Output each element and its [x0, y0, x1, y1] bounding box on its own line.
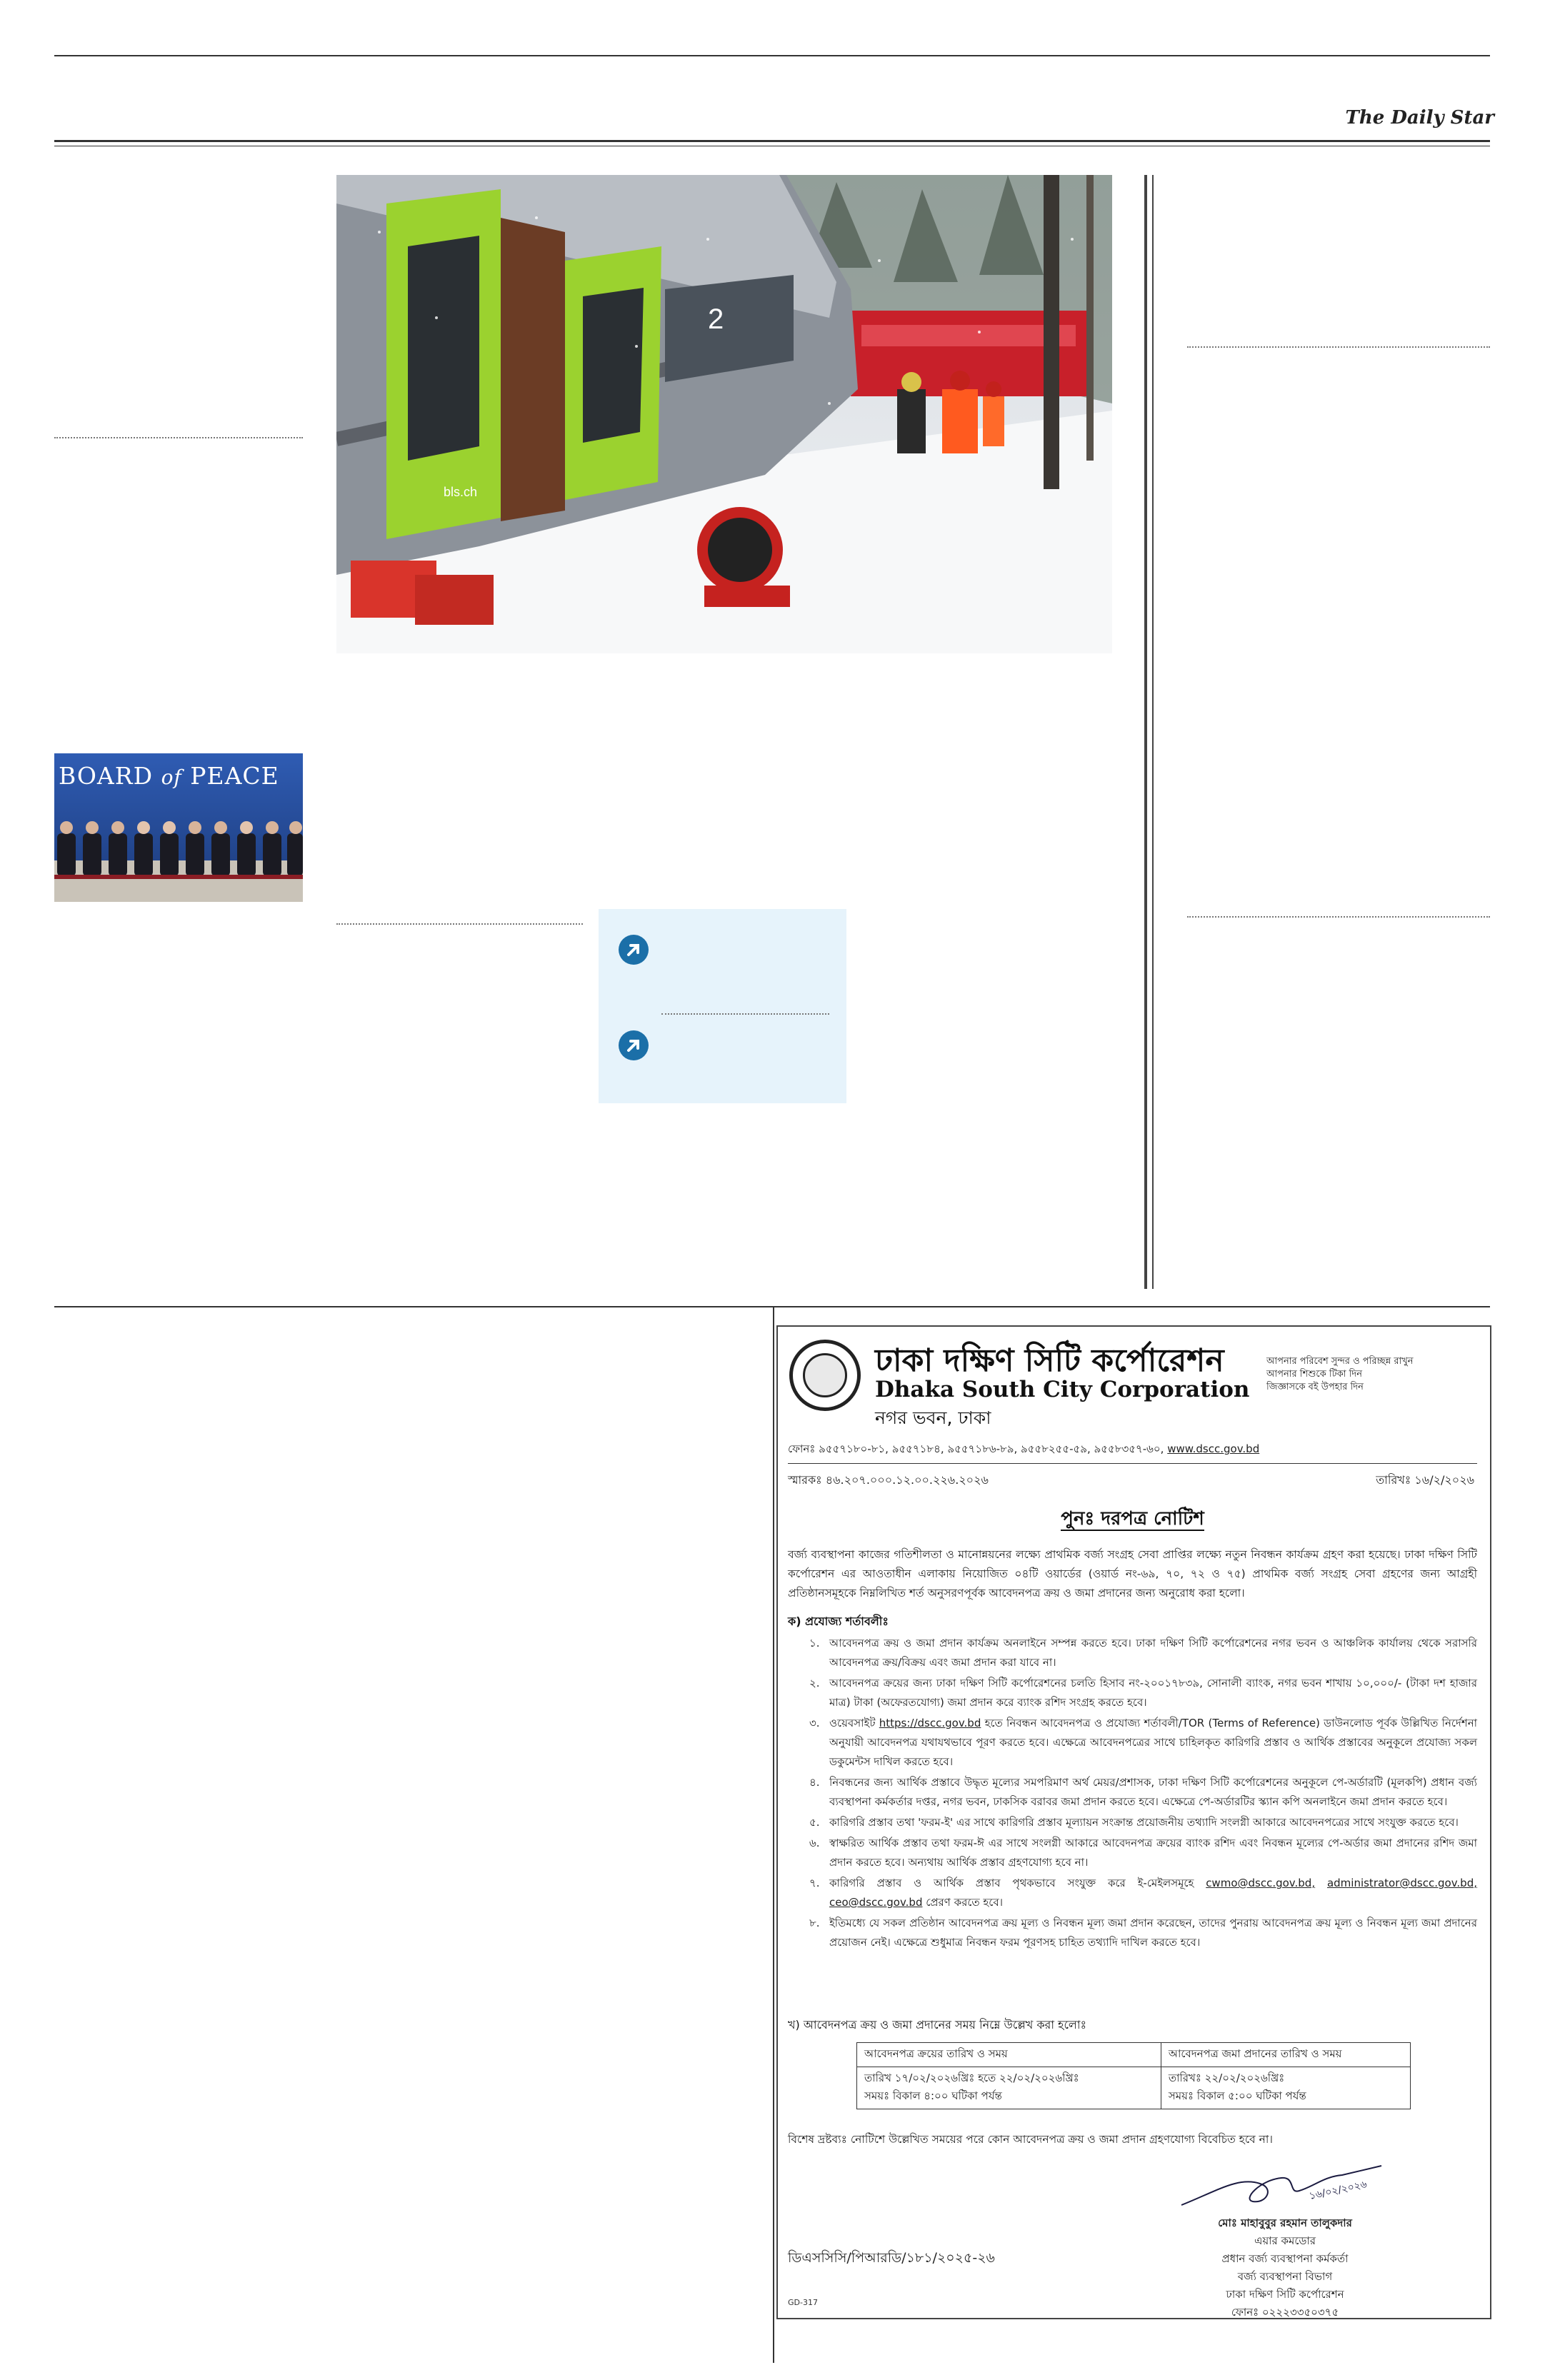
- dscc-website-link[interactable]: https://dscc.gov.bd: [879, 1717, 981, 1729]
- train-photo-scene: [336, 175, 1112, 653]
- arrow-up-right-icon[interactable]: [619, 935, 649, 965]
- table-header: আবেদনপত্র ক্রয়ের তারিখ ও সময়: [857, 2043, 1161, 2067]
- train-accident-photo[interactable]: [336, 175, 1112, 653]
- list-item: ১. আবেদনপত্র ক্রয় ও জমা প্রদান কার্যক্রম অনলাইনে সম্পন্ন করতে হবে। ঢাকা দক্ষিণ সিটি কর্পোরেশনের নগর ভবন ও আঞ্চলিক কার্যালয় থেকে সরাসরি আবেদনপত্র ক্রয়/বিক্রয় এবং জমা প্রদান করা যাবে না।: [809, 1637, 1477, 1669]
- special-note: বিশেষ দ্রষ্টব্যঃ নোটিশে উল্লেখিত সময়ের পরে কোন আবেদনপত্র ক্রয় ও জমা প্রদান গ্রহণযোগ্য বিবেচিত হবে না।: [788, 2133, 1273, 2146]
- notice-date: তারিখঃ ১৬/২/২০২৬: [1376, 1473, 1474, 1487]
- slogan-block: আপনার পরিবেশ সুন্দর ও পরিচ্ছন্ন রাখুন আপনার শিশুকে টিকা দিন জিজ্ঞাসকে বই উপহার দিন: [1266, 1356, 1414, 1392]
- table-row: তারিখ ১৭/০২/২০২৬খ্রিঃ হতে ২২/০২/২০২৬খ্রিঃ সময়ঃ বিকাল ৪:০০ ঘটিকা পর্যন্ত তারিখঃ ২২/০২/২০২৬খ্রিঃ সময়ঃ বিকাল ৫:০০ ঘটিকা পর্যন্ত: [857, 2067, 1411, 2109]
- train-car-number: 2: [708, 303, 724, 335]
- column-rule-thin: [1152, 175, 1154, 1289]
- memo-number: ডিএসসিসি/পিআরডি/১৮১/২০২৫-২৬: [788, 2250, 995, 2266]
- right-divider-2: [1187, 916, 1490, 918]
- center-divider: [336, 923, 583, 925]
- tender-notice: [776, 1325, 1491, 2319]
- list-item: ৫. কারিগরি প্রস্তাব তথা 'ফরম-ই' এর সাথে কারিগরি প্রস্তাব মূল্যায়ন সংক্রান্ত প্রয়োজনীয় তথ্যাদি সংলগ্নী আকারে আবেদনপত্রের সাথে সংযুক্ত করতে হবে।: [809, 1816, 1459, 1829]
- masthead: The Daily Star: [1345, 107, 1494, 129]
- section-b-title: খ) আবেদনপত্র ক্রয় ও জমা প্রদানের সময় নিম্নে উল্লেখ করা হলোঃ: [788, 2018, 1086, 2032]
- gd-code: GD-317: [788, 2298, 818, 2307]
- column-rule: [1144, 175, 1147, 1289]
- email-link-ceo[interactable]: ceo@dscc.gov.bd: [829, 1896, 923, 1909]
- email-link-administrator[interactable]: administrator@dscc.gov.bd,: [1326, 1877, 1477, 1889]
- top-rule: [54, 55, 1490, 56]
- signature: [1174, 2162, 1389, 2212]
- related-divider: [661, 1013, 829, 1015]
- org-name-bn: ঢাকা দক্ষিণ সিটি কর্পোরেশন: [875, 1342, 1224, 1379]
- memo-ref: স্মারকঃ ৪৬.২০৭.০০০.১২.০০.২২৬.২০২৬: [788, 1473, 989, 1487]
- schedule-table: [856, 2042, 1411, 2109]
- list-item: ৭. কারিগরি প্রস্তাব ও আর্থিক প্রস্তাব পৃথকভাবে সংযুক্ত করে ই-মেইলসমূহে cwmo@dscc.gov.bd, administrator@dscc.gov.bd, ceo@dscc.gov.bd প্রেরণ করতে হবে।: [809, 1877, 1477, 1909]
- header-rule: [54, 140, 1490, 142]
- email-link-cwmo[interactable]: cwmo@dscc.gov.bd,: [1206, 1877, 1316, 1889]
- board-title: BOARD of PEACE: [59, 762, 279, 790]
- list-item: ২. আবেদনপত্র ক্রয়ের জন্য ঢাকা দক্ষিণ সিটি কর্পোরেশনের চলতি হিসাব নং-২০০১৭৮৩৯, সোনালী ব্যাংক, নগর ভবন শাখায় ১০,০০০/- (টাকা দশ হাজার মাত্র) টাকা (অফেরতযোগ্য) জমা প্রদান করে ব্যাংক রশিদ সংগ্রহ করতে হবে।: [809, 1677, 1477, 1709]
- dscc-logo: [789, 1340, 861, 1411]
- bottom-section-rule: [54, 1306, 1490, 1307]
- list-item: ৪. নিবন্ধনের জন্য আর্থিক প্রস্তাবে উদ্ধৃত মূল্যের সমপরিমাণ অর্থ মেয়র/প্রশাসক, ঢাকা দক্ষিণ সিটি কর্পোরেশনের অনুকূলে পে-অর্ডারটি (মূলকপি) প্রধান বর্জ্য ব্যবস্থাপনা কর্মকর্তার দপ্তর, নগর ভবন, ঢাকসিক বরাবর জমা প্রদান করতে হবে। এক্ষেত্রে পে-অর্ডারটির স্ক্যান কপি অনলাইনে জমা প্রদান করতে হবে।: [809, 1776, 1477, 1808]
- list-item: ৩. ওয়েবসাইট https://dscc.gov.bd হতে নিবন্ধন আবেদনপত্র ও প্রযোজ্য শর্তাবলী/TOR (Terms of Reference) ডাউনলোড পূর্বক উল্লিখিত নির্দেশনা অনুযায়ী আবেদনপত্র যথাযথভাবে পূরণ করতে হবে। এক্ষেত্রে আবেদনপত্রের সাথে চাহিলকৃত কারিগরি প্রস্তাব ও আর্থিক প্রস্তাবের অনুকূলে প্রযোজ্য সকল ডকুমেন্টস দাখিল করতে হবে।: [809, 1717, 1477, 1768]
- related-links-box: [599, 909, 846, 1103]
- list-item: ৬. স্বাক্ষরিত আর্থিক প্রস্তাব তথা ফরম-ঈ এর সাথে সংলগ্নী আকারে আবেদনপত্র ক্রয়ের ব্যাংক রশিদ এবং নিবন্ধন মূল্যের পে-অর্ডার জমা প্রদানের রশিদ জমা প্রদান করতে হবে। অন্যথায় আর্থিক প্রস্তাব গ্রহণযোগ্য হবে না।: [809, 1837, 1477, 1869]
- phone-line: ফোনঃ ৯৫৫৭১৮০-৮১, ৯৫৫৭১৮৪, ৯৫৫৭১৮৬-৮৯, ৯৫৫৮২৫৫-৫৯, ৯৫৫৮৩৫৭-৬০, www.dscc.gov.bd: [788, 1441, 1477, 1464]
- org-address: নগর ভবন, ঢাকা: [875, 1407, 991, 1428]
- org-name-en: Dhaka South City Corporation: [875, 1377, 1250, 1402]
- board-of-peace-photo[interactable]: [54, 753, 303, 902]
- arrow-up-right-icon[interactable]: [619, 1030, 649, 1060]
- right-divider-1: [1187, 346, 1490, 348]
- notice-left-rule: [773, 1306, 774, 2363]
- notice-intro: বর্জ্য ব্যবস্থাপনা কাজের গতিশীলতা ও মানোন্নয়নের লক্ষ্যে প্রাথমিক বর্জ্য সংগ্রহ সেবা প্রাপ্তির লক্ষ্যে নতুন নিবন্ধন কার্যক্রম গ্রহণ করা হয়েছে। ঢাকা দক্ষিণ সিটি কর্পোরেশন এর আওতাধীন এলাকায় নিয়োজিত ০৪টি ওয়ার্ডের (ওয়ার্ড নং-৬৯, ৭০, ৭২ ও ৭৫) প্রাথমিক বর্জ্য সংগ্রহ সেবা গ্রহণের জন্য আগ্রহী প্রতিষ্ঠানসমূহকে নিম্নলিখিত শর্ত অনুসরণপূর্বক আবেদনপত্র ক্রয় ও জমা প্রদানের জন্য অনুরোধ করা হলো।: [788, 1548, 1477, 1600]
- svg-text:১৬/০২/২০২৬: ১৬/০২/২০২৬: [1308, 2179, 1369, 2202]
- list-item: ৮. ইতিমধ্যে যে সকল প্রতিষ্ঠান আবেদনপত্র ক্রয় মূল্য ও নিবন্ধন মূল্য জমা প্রদান করেছেন, তাদের পুনরায় আবেদনপত্র ক্রয় মূল্য ও নিবন্ধন মূল্য জমা প্রদানের প্রয়োজন নেই। এক্ষেত্রে শুধুমাত্র নিবন্ধন ফরম পূরণসহ চাহিত তথ্যাদি দাখিল করতে হবে।: [809, 1917, 1477, 1949]
- train-bls-text: bls.ch: [444, 485, 478, 499]
- left-divider: [54, 437, 303, 438]
- table-header: আবেদনপত্র জমা প্রদানের তারিখ ও সময়: [1161, 2043, 1410, 2067]
- notice-heading: পুনঃ দরপত্র নোটিশ: [1061, 1508, 1204, 1530]
- conditions-list: [788, 1634, 1477, 1954]
- website-link[interactable]: www.dscc.gov.bd: [1167, 1442, 1260, 1455]
- signer-block: মোঃ মাহাবুবুর রহমান তালুকদার এয়ার কমডোর প্রধান বর্জ্য ব্যবস্থাপনা কর্মকর্তা বর্জ্য ব্যবস্থাপনা বিভাগ ঢাকা দক্ষিণ সিটি কর্পোরেশন ফোনঃ ০২২২৩৩৫০৩৭৫: [1218, 2216, 1352, 2319]
- section-a-title: ক) প্রযোজ্য শর্তাবলীঃ: [788, 1615, 889, 1628]
